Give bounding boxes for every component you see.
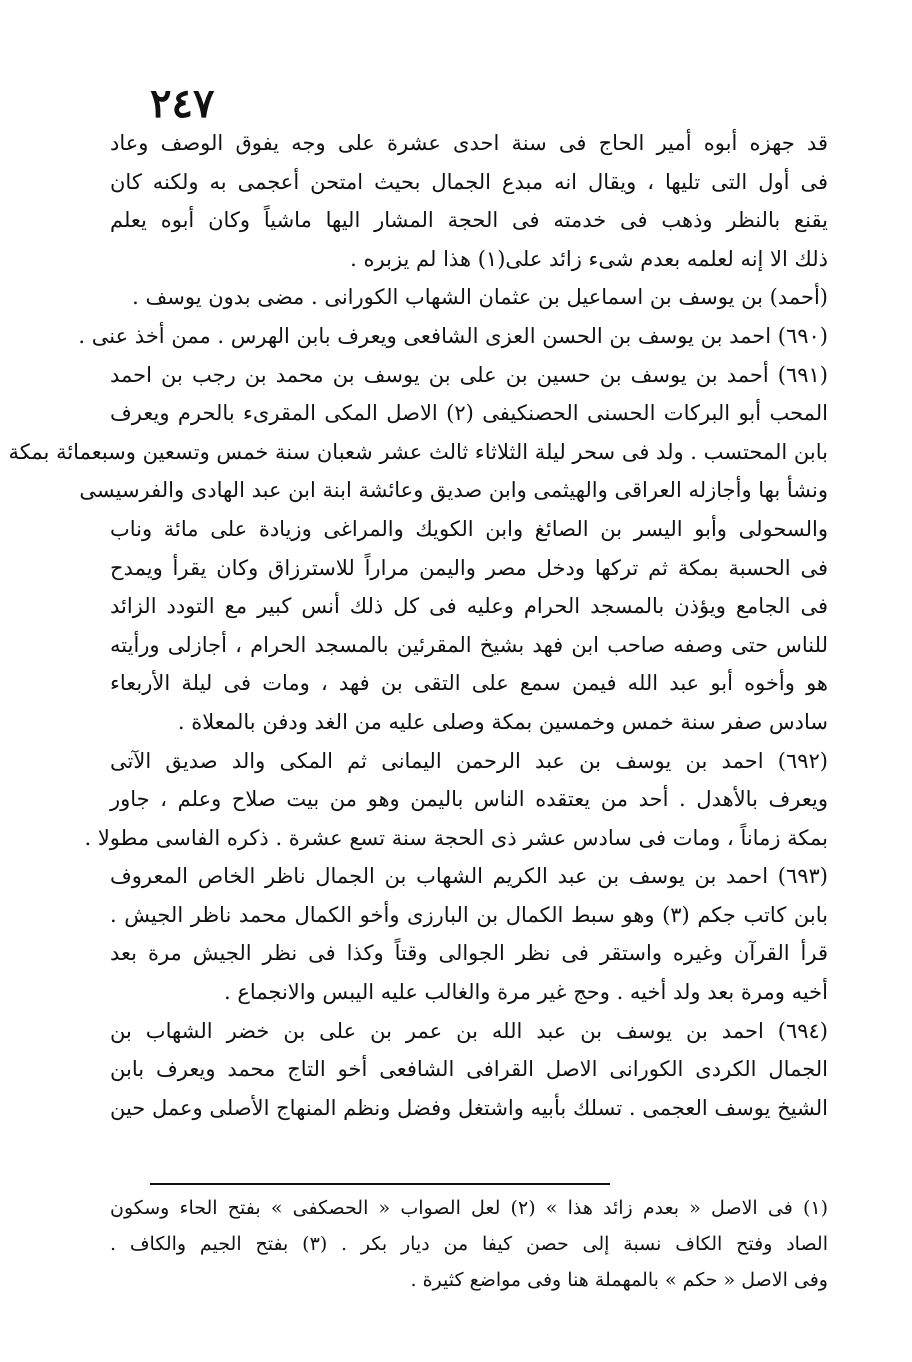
text-line: المحب أبو البركات الحسنى الحصنكيفى (٢) الاصل المكى المقرىء بالحرم ويعرف bbox=[110, 401, 829, 426]
page-number: ٢٤٧ bbox=[150, 80, 215, 127]
text-line: أخيه ومرة بعد ولد أخيه . وحج غير مرة والغالب عليه اليبس والانجماع . bbox=[223, 980, 828, 1005]
text-line: قد جهزه أبوه أمير الحاج فى سنة احدى عشرة على وجه يفوق الوصف وعاد bbox=[110, 131, 828, 155]
entry-line: (٦٩١) أحمد بن يوسف بن حسين بن على بن يوسف بن محمد بن رجب بن احمد bbox=[110, 362, 828, 387]
footnotes bbox=[110, 1190, 828, 1298]
text-line: قرأ القرآن وغيره واستقر فى نظر الجوالى وقتاً وكذا فى نظر الجيش مرة بعد bbox=[110, 941, 828, 966]
text-line: بابن كاتب جكم (٣) وهو سبط الكمال بن البارزى وأخو الكمال محمد ناظر الجيش . bbox=[110, 902, 828, 927]
text-line: بمكة زماناً ، ومات فى سادس عشر ذى الحجة سنة تسع عشرة . ذكره الفاسى مطولا . bbox=[84, 825, 828, 850]
main-text bbox=[8, 124, 829, 1127]
text-line: الجمال الكردى الكورانى الاصل القرافى الشافعى أخو التاج محمد ويعرف بابن bbox=[110, 1057, 828, 1082]
footnote-divider bbox=[150, 1183, 610, 1185]
footnote-line: (١) فى الاصل « بعدم زائد هذا » (٢) لعل الصواب « الحصكفى » بفتح الحاء وسكون bbox=[110, 1197, 828, 1219]
text-line: الشيخ يوسف العجمى . تسلك بأبيه واشتغل وفضل ونظم المنهاج الأصلى وعمل حين bbox=[109, 1095, 828, 1120]
text-line: ويعرف بالأهدل . أحد من يعتقده الناس باليمن وهو من بيت صلاح وعلم ، جاور bbox=[110, 787, 828, 812]
entry-line: (٦٩٢) احمد بن يوسف بن عبد الرحمن اليمانى ثم المكى والد صديق الآتى bbox=[110, 748, 828, 773]
text-line: فى الحسبة بمكة ثم تركها ودخل مصر واليمن مراراً للاسترزاق وكان يقرأ ويمدح bbox=[110, 555, 828, 580]
text-line: للناس حتى وصفه صاحب ابن فهد بشيخ المقرئين بالمسجد الحرام ، أجازلى ورأيته bbox=[110, 632, 828, 657]
entry-line: (٦٩٠) احمد بن يوسف بن الحسن العزى الشافعى ويعرف بابن الهرس . ممن أخذ عنى . bbox=[78, 323, 828, 348]
entry-line: (٦٩٣) احمد بن يوسف بن عبد الكريم الشهاب بن الجمال ناظر الخاص المعروف bbox=[110, 864, 828, 889]
text-line: سادس صفر سنة خمس وخمسين بمكة وصلى عليه من الغد ودفن بالمعلاة . bbox=[177, 709, 828, 734]
entry-line: (أحمد) بن يوسف بن اسماعيل بن عثمان الشهاب الكورانى . مضى بدون يوسف . bbox=[132, 285, 828, 310]
text-line: يقنع بالنظر وذهب فى خدمته فى الحجة المشار اليها ماشياً وكان أبوه يعلم bbox=[110, 208, 828, 233]
text-line: ذلك الا إنه لعلمه بعدم شىء زائد على(١) هذا لم يزبره . bbox=[350, 246, 828, 271]
text-line: بابن المحتسب . ولد فى سحر ليلة الثلاثاء ثالث عشر شعبان سنة خمس وتسعين وسبعمائة بمكة bbox=[8, 439, 828, 464]
text-line: فى أول التى تليها ، ويقال انه مبدع الجمال بحيث امتحن أعجمى به ولكنه كان bbox=[110, 169, 828, 194]
entry-line: (٦٩٤) احمد بن يوسف بن عبد الله بن عمر بن على بن خضر الشهاب بن bbox=[110, 1018, 828, 1043]
text-line: هو وأخوه أبو عبد الله فيمن سمع على التقى بن فهد ، ومات فى ليلة الأربعاء bbox=[110, 671, 828, 696]
text-line: ونشأ بها وأجازله العراقى والهيثمى وابن صديق وعائشة ابنة ابن عبد الهادى والفرسيسى bbox=[79, 478, 828, 503]
footnote-line: الصاد وفتح الكاف نسبة إلى حصن كيفا من ديار بكر . (٣) بفتح الجيم والكاف . bbox=[110, 1233, 828, 1255]
text-line: فى الجامع ويؤذن بالمسجد الحرام وعليه فى كل ذلك أنس كبير مع التودد الزائد bbox=[110, 594, 828, 619]
footnote-line: وفى الاصل « حكم » بالمهملة هنا وفى مواضع كثيرة . bbox=[410, 1269, 828, 1291]
text-line: والسحولى وأبو اليسر بن الصائغ وابن الكويك والمراغى وزيادة على مائة وناب bbox=[110, 516, 828, 541]
